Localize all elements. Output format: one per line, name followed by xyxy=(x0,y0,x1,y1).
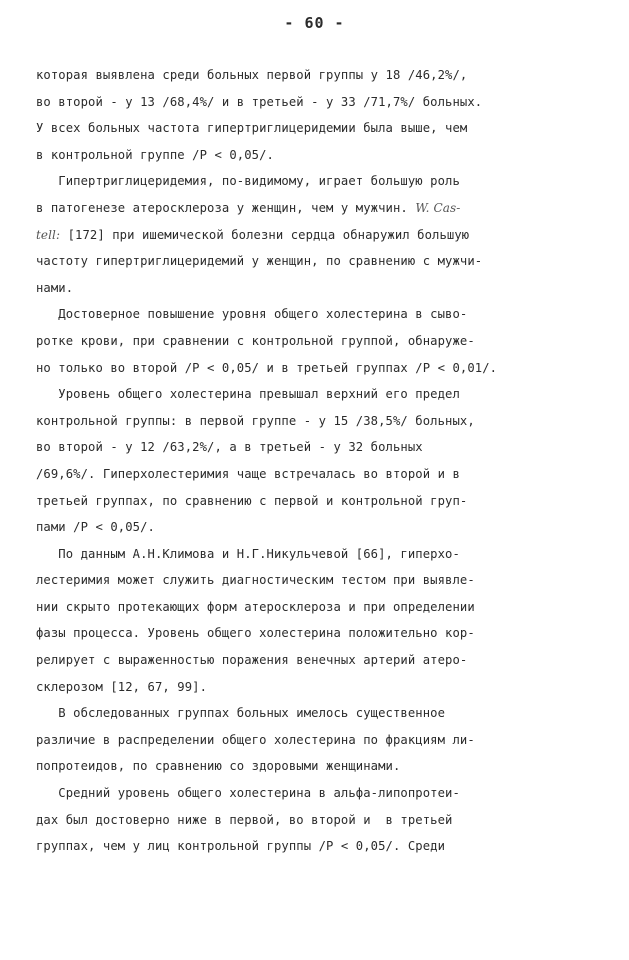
text-line: Уровень общего холестерина превышал верхний его предел xyxy=(36,387,460,402)
text-line: /69,6%/. Гиперхолестеримия чаще встречалась во второй и в xyxy=(36,466,460,481)
text-line-with-handwriting xyxy=(36,195,596,222)
text-line: релирует с выраженностью поражения венечных артерий атеро- xyxy=(36,653,468,668)
text-line: попротеидов, по сравнению со здоровыми женщинами. xyxy=(36,759,401,774)
text-line: нами. xyxy=(36,280,74,295)
text-line: Средний уровень общего холестерина в альфа-липопротеи- xyxy=(36,786,460,801)
text-line: группах, чем у лиц контрольной группы /P < 0,05/. Среди xyxy=(36,839,446,854)
text-line: которая выявлена среди больных первой группы у 18 /46,2%/, xyxy=(36,68,468,82)
text-line: дах был достоверно ниже в первой, во второй и в третьей xyxy=(36,812,453,827)
text-line-with-handwriting xyxy=(36,222,596,249)
text-line: в контрольной группе /P < 0,05/. xyxy=(36,147,274,162)
text-line: третьей группах, по сравнению с первой и контрольной груп- xyxy=(36,493,468,508)
text-line: различие в распределении общего холестерина по фракциям ли- xyxy=(36,732,475,747)
text-line: во второй - у 13 /68,4%/ и в третьей - у 33 /71,7%/ больных. xyxy=(36,94,483,109)
text-line: склерозом [12, 67, 99]. xyxy=(36,679,208,694)
text-line: частоту гипертриглицеридемий у женщин, по сравнению с мужчи- xyxy=(36,254,483,269)
text-fragment: в патогенезе атеросклероза у женщин, чем у мужчин. xyxy=(36,200,416,215)
page-number: - 60 - xyxy=(284,14,345,32)
text-line: Гипертриглицеридемия, по-видимому, играет большую роль xyxy=(36,174,460,189)
text-line: У всех больных частота гипертриглицеридемии была выше, чем xyxy=(36,121,468,136)
body-text xyxy=(36,62,596,860)
text-line: ротке крови, при сравнении с контрольной группой, обнаруже- xyxy=(36,333,475,348)
text-line: В обследованных группах больных имелось существенное xyxy=(36,706,446,721)
text-line: Достоверное повышение уровня общего холестерина в сыво- xyxy=(36,307,468,322)
handwritten-author-part2: tell: xyxy=(36,227,61,242)
text-line: фазы процесса. Уровень общего холестерина положительно кор- xyxy=(36,626,475,641)
text-line: во второй - у 12 /63,2%/, а в третьей - у 32 больных xyxy=(36,440,423,455)
text-line: лестеримия может служить диагностическим тестом при выявле- xyxy=(36,573,475,588)
text-line: контрольной группы: в первой группе - у 15 /38,5%/ больных, xyxy=(36,413,475,428)
text-line: пами /P < 0,05/. xyxy=(36,520,155,535)
text-line: но только во второй /P < 0,05/ и в третьей группах /P < 0,01/. xyxy=(36,360,498,375)
handwritten-author-part1: W. Cas- xyxy=(415,200,461,215)
text-line: нии скрыто протекающих форм атеросклероза и при определении xyxy=(36,599,475,614)
text-fragment: [172] при ишемической болезни сердца обнаружил большую xyxy=(60,227,470,242)
text-line: По данным А.Н.Климова и Н.Г.Никульчевой [66], гиперхо- xyxy=(36,546,460,561)
